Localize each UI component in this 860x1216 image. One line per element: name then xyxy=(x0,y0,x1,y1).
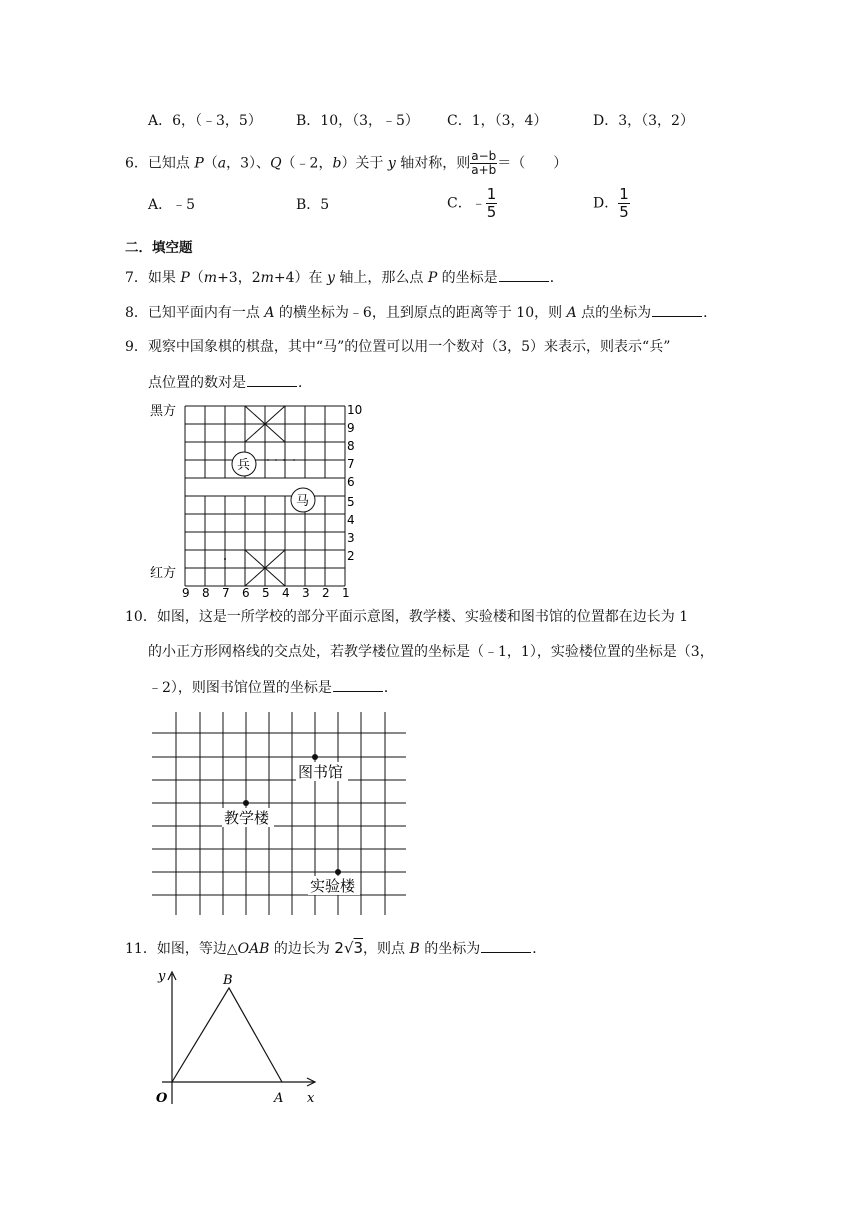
bottom-number: 8 xyxy=(202,586,210,598)
q5-option-c: C．1，（3，4） xyxy=(447,113,548,129)
bottom-number: 2 xyxy=(322,586,330,598)
sqrt-expression: 2√3 xyxy=(334,939,364,957)
right-number: 6 xyxy=(347,475,355,489)
point-a-label: A xyxy=(274,1091,284,1106)
right-number: 7 xyxy=(347,457,355,471)
bottom-number-labels xyxy=(182,586,350,598)
q6-stem: 6．已知点 P（a，3）、Q（﹣2，b）关于 y 轴对称，则 $\frac{a-b}{a+b}$ ＝（ ） xyxy=(125,149,568,177)
q6-option-c: C．﹣ $\frac{1}{5}$ xyxy=(447,185,497,221)
axis-y-label: y xyxy=(158,969,166,984)
bottom-number: 7 xyxy=(222,586,230,598)
q5-option-b: B．10，（3，﹣5） xyxy=(296,113,419,129)
q10-stem-line1: 10．如图，这是一所学校的部分平面示意图，教学楼、实验楼和图书馆的位置都在边长为 1 xyxy=(125,609,689,625)
right-number: 10 xyxy=(347,403,363,417)
lab-building-label: 实验楼 xyxy=(310,877,356,895)
q11-answer-blank[interactable] xyxy=(481,938,531,953)
right-number: 9 xyxy=(347,421,355,435)
right-number: 3 xyxy=(347,531,355,545)
ma-piece: 马 xyxy=(296,494,310,509)
chess-board-figure xyxy=(140,396,380,598)
q10-stem-line3: ﹣2），则图书馆位置的坐标是 ． xyxy=(148,677,398,698)
q6-option-d: D． $\frac{1}{5}$ xyxy=(593,185,629,221)
bottom-number: 6 xyxy=(242,586,250,598)
point-o-label: O xyxy=(156,1091,168,1106)
library-label: 图书馆 xyxy=(298,763,344,781)
q6-option-a: A．﹣5 xyxy=(148,197,196,213)
black-side-label: 黑方 xyxy=(150,404,177,419)
q6-fraction: $\frac{a-b}{a+b}$ xyxy=(471,149,497,177)
q9-answer-blank[interactable] xyxy=(247,372,297,387)
library-point xyxy=(312,754,318,760)
q5-option-d: D．3，（3，2） xyxy=(593,113,694,129)
q5-option-a: A．6，（﹣3，5） xyxy=(148,113,262,129)
q11-stem: 11．如图，等边△OAB 的边长为 2√3，则点 B 的坐标为 ． xyxy=(125,939,547,957)
q9-stem-line1: 9．观察中国象棋的棋盘，其中“马”的位置可以用一个数对（3，5）来表示，则表示“兵” xyxy=(125,339,671,355)
q6-option-b: B．5 xyxy=(296,197,330,213)
bottom-number: 4 xyxy=(282,586,290,598)
bottom-number: 3 xyxy=(302,586,310,598)
point-b-label: B xyxy=(223,973,233,988)
right-number: 8 xyxy=(347,439,355,453)
right-number: 4 xyxy=(347,513,355,527)
bottom-number: 9 xyxy=(182,586,190,598)
q8-answer-blank[interactable] xyxy=(652,302,702,317)
bing-piece: 兵 xyxy=(237,458,251,473)
right-number: 2 xyxy=(347,549,355,563)
right-number-labels xyxy=(347,403,362,563)
right-number: 5 xyxy=(347,495,355,509)
q10-stem-line2: 的小正方形网格线的交点处，若教学楼位置的坐标是（﹣1，1），实验楼位置的坐标是（3， xyxy=(148,644,714,660)
bottom-number: 1 xyxy=(342,586,350,598)
teaching-building-point xyxy=(243,800,249,806)
bottom-number: 5 xyxy=(262,586,270,598)
q10-answer-blank[interactable] xyxy=(333,677,383,692)
q7-stem: 7．如果 P（m+3，2m+4）在 y 轴上，那么点 P 的坐标是 ． xyxy=(125,267,564,288)
red-side-label: 红方 xyxy=(150,566,177,581)
teaching-building-label: 教学楼 xyxy=(224,809,270,827)
q8-stem: 8．已知平面内有一点 A 的横坐标为﹣6，且到原点的距离等于 10，则 A 点的坐标为 ． xyxy=(125,302,717,323)
section-title-fill-blank: 二．填空题 xyxy=(125,240,193,256)
q9-stem-line2: 点位置的数对是 ． xyxy=(148,372,312,393)
triangle-figure xyxy=(150,964,330,1110)
q7-answer-blank[interactable] xyxy=(499,267,549,282)
school-grid-figure xyxy=(150,710,410,920)
lab-building-point xyxy=(335,869,341,875)
axis-x-label: x xyxy=(307,1091,315,1106)
